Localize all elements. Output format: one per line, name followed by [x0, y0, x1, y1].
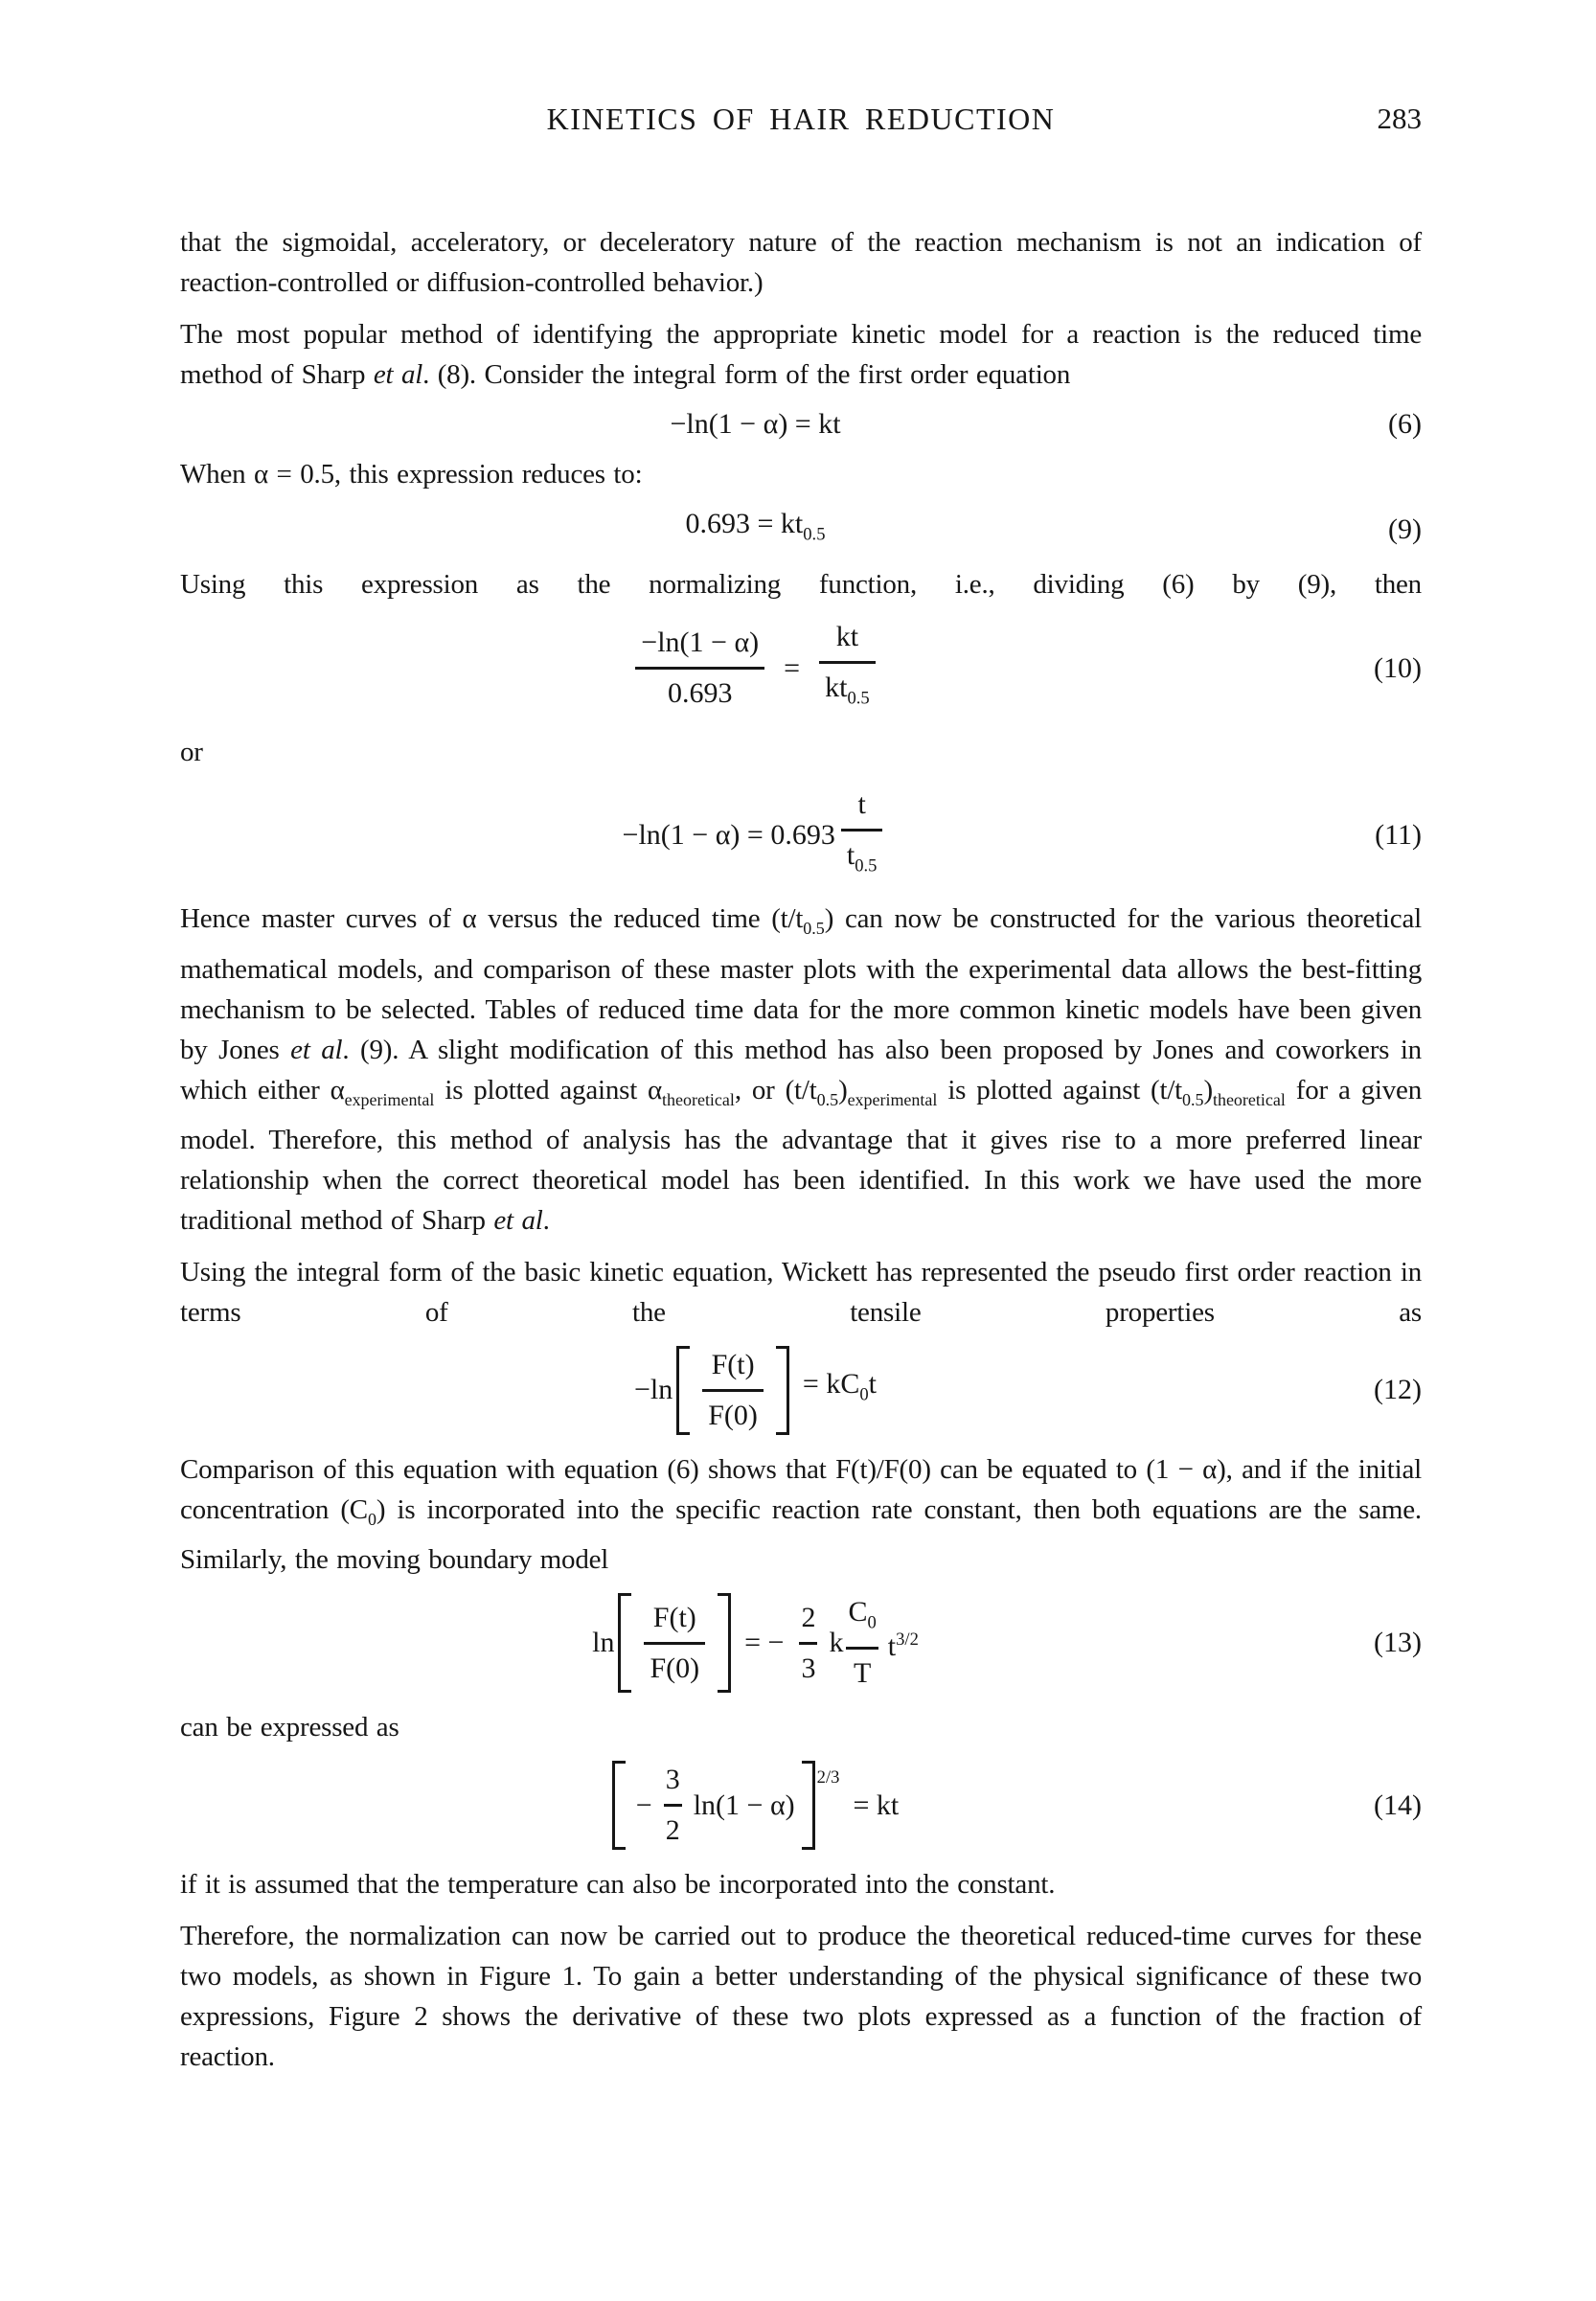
fraction-numerator: −ln(1 − α): [635, 623, 764, 670]
paragraph-or: or: [180, 736, 203, 767]
fraction-denominator: 2: [665, 1814, 680, 1847]
equation-6-body: −ln(1 − α) = kt: [670, 408, 841, 440]
equation-14: [180, 1760, 1422, 1851]
fraction-lhs: [635, 623, 764, 714]
equation-9-body: $0.693 = kt_{0.5}$: [685, 508, 826, 545]
fraction-concentration: [846, 1592, 878, 1694]
paragraph-master-curves: Hence master curves of α versus the reduced time $(t/t_{0.5})$ can now be constructed for the various theoretical mathematical models, and comparison of these master plots with the experimental data allows the best-fitting mechanism to be selected. Tables of reduced time data for the more common kinetic models have been given by Jones et al. (9). A slight modification of this method has also been proposed by Jones and coworkers in which either $\alpha_{experimental}$ is plotted against $\alpha_{theoretical}$, or $(t/t_{0.5})_{experimental}$ is plotted against $(t/t_{0.5})_{theoretical}$ for a given model. Therefore, this method of analysis has the advantage that it gives rise to a more preferred linear relationship when the correct theoretical model has been identified. In this work we have used the more traditional method of Sharp et al.: [180, 903, 1422, 1236]
paragraph-normalization: Therefore, the normalization can now be carried out to produce the theoretical reduced-time curves for these two models, as shown in Figure 1. To gain a better understanding of the physical significance of these two expressions, Figure 2 shows the derivative of these two plots expressed as a function of the fraction of reaction.: [180, 1921, 1422, 2073]
right-bracket: [718, 1593, 731, 1693]
paragraph-comparison: Comparison of this equation with equation (6) shows that F(t)/F(0) can be equated to (1 − α), and if the initial concentration $(C_0)$ is incorporated into the specific reaction rate constant, then both equations are the same. Similarly, the moving boundary model: [180, 1453, 1422, 1575]
equation-13-prefix: ln: [592, 1627, 615, 1659]
equation-12-prefix: −ln: [633, 1374, 673, 1406]
fraction-denominator: F(0): [708, 1399, 758, 1431]
fraction-denominator: 0.693: [667, 677, 733, 710]
equation-10: [180, 617, 1422, 718]
fraction-denominator: $kt_{0.5}$: [825, 672, 870, 709]
text-block: [180, 0, 1422, 2077]
running-head-title: KINETICS OF HAIR REDUCTION: [546, 102, 1056, 136]
equation-10-number: (10): [1374, 651, 1422, 684]
equation-9: [180, 504, 1422, 555]
left-bracket: [676, 1346, 690, 1435]
paragraph-can-be-expressed: can be expressed as: [180, 1712, 399, 1743]
equation-12-number: (12): [1374, 1374, 1422, 1406]
equation-11-lhs: −ln(1 − α) = 0.693: [622, 819, 835, 852]
right-bracket: [802, 1761, 815, 1850]
equation-14-body: ln(1 − α): [693, 1788, 795, 1821]
equation-6: [180, 404, 1422, 444]
fraction-numerator: 2: [799, 1598, 817, 1645]
fraction-denominator: T: [853, 1657, 872, 1690]
equation-13-suffix: $t^{3/2}$: [887, 1629, 919, 1662]
fraction-two-thirds: [799, 1598, 817, 1689]
equals-minus: = −: [744, 1627, 785, 1659]
equals-sign: =: [784, 651, 801, 684]
paragraph-temperature: if it is assumed that the temperature can also be incorporated into the constant.: [180, 1869, 1056, 1901]
equation-11: [180, 785, 1422, 886]
equation-11-number: (11): [1375, 819, 1422, 852]
fraction-numerator: $C_0$: [846, 1592, 878, 1650]
fraction-numerator: F(t): [644, 1598, 705, 1645]
paragraph-when-alpha: When α = 0.5, this expression reduces to:: [180, 459, 643, 490]
running-head: [180, 102, 1422, 144]
fraction-numerator: 3: [664, 1760, 682, 1807]
paragraph-wickett: Using the integral form of the basic kinetic equation, Wickett has represented the pseudo first order reaction in terms of the tensile properties as: [180, 1256, 1422, 1328]
fraction-three-halves: [664, 1760, 682, 1851]
equation-9-number: (9): [1388, 513, 1422, 545]
left-bracket: [618, 1593, 631, 1693]
fraction-numerator: t: [841, 785, 883, 832]
equation-12-rhs: = $kC_0t$: [802, 1368, 877, 1405]
equation-6-number: (6): [1388, 408, 1422, 440]
fraction-denominator: $t_{0.5}$: [846, 838, 878, 877]
paragraph-normalizing-function: Using this expression as the normalizing function, i.e., dividing (6) by (9), then: [180, 569, 1422, 601]
page-number: 283: [1377, 102, 1422, 135]
fraction-numerator: kt: [819, 617, 876, 664]
fraction-denominator: F(0): [650, 1652, 700, 1684]
right-bracket: [776, 1346, 789, 1435]
bracket-exponent: 2/3: [816, 1767, 840, 1788]
fraction-tensile: [702, 1345, 764, 1436]
left-bracket: [612, 1761, 626, 1850]
rate-constant-k: k: [829, 1627, 844, 1659]
paragraph-continuation: that the sigmoidal, acceleratory, or deceleratory nature of the reaction mechanism is not an indication of reaction-controlled or diffusion-controlled behavior.): [180, 227, 1422, 298]
fraction-tensile: [644, 1598, 705, 1689]
equation-12: [180, 1345, 1422, 1436]
fraction-numerator: F(t): [702, 1345, 764, 1392]
equation-13: [180, 1592, 1422, 1694]
fraction-rhs: [819, 617, 876, 718]
fraction-denominator: 3: [801, 1652, 816, 1684]
equation-14-number: (14): [1374, 1788, 1422, 1821]
minus-sign: −: [635, 1788, 652, 1821]
paragraph-reduced-time-method: The most popular method of identifying the appropriate kinetic model for a reaction is the reduced time method of Sharp et al. (8). Consider the integral form of the first order equation: [180, 319, 1422, 390]
equation-13-number: (13): [1374, 1627, 1422, 1659]
fraction-reduced-time: [841, 785, 883, 886]
equation-14-rhs: = kt: [853, 1788, 900, 1821]
